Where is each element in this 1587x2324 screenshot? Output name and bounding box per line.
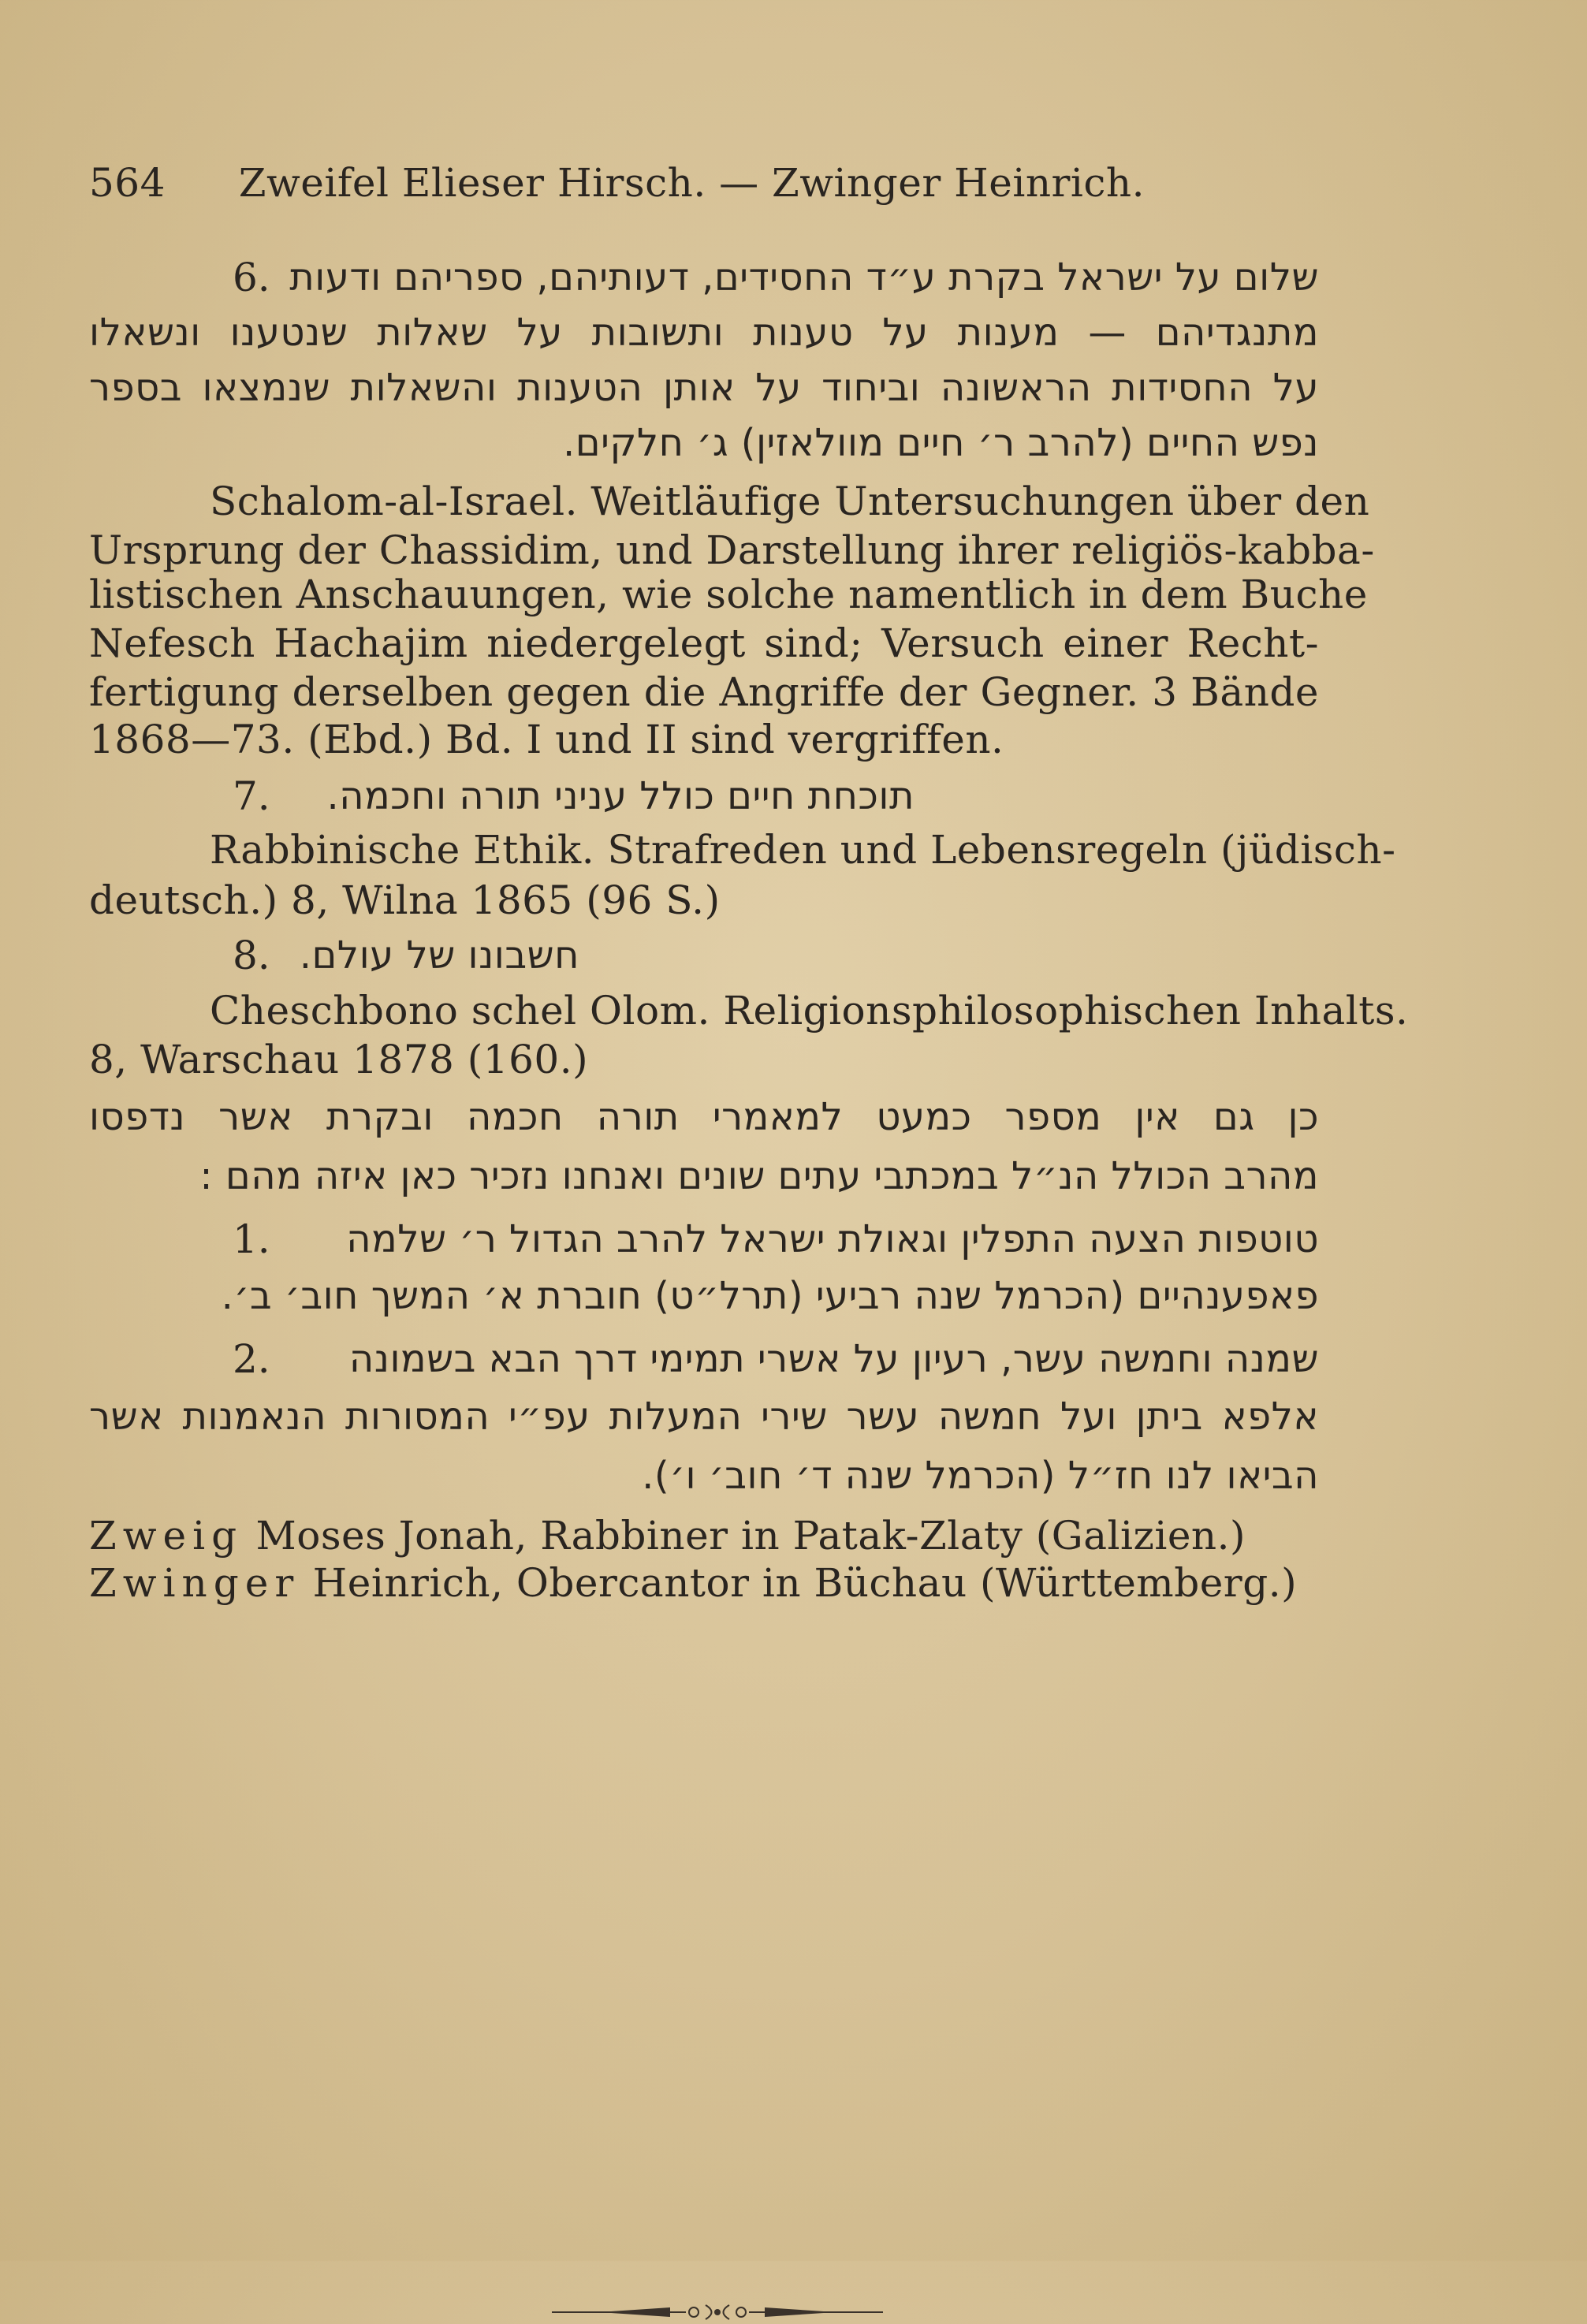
entry-8-german-line-1: Cheschbono schel Olom. Religionsphilosophischen Inhalts. [210, 988, 1409, 1034]
person-details: Heinrich, Obercantor in Büchau (Württemberg.) [300, 1560, 1298, 1606]
decorative-rule-ornament-icon [552, 2300, 883, 2324]
entry-6-german-line-2: Ursprung der Chassidim, und Darstellung ihrer religiös-kabba- [89, 527, 1375, 573]
entry-6-number: 6. [233, 255, 270, 300]
entry-6-hebrew-line-2: מתנגדיהם — מענות על טענות ותשובות על שאלות שנטענו ונשאלו [89, 311, 1319, 355]
page-header [89, 158, 1319, 208]
person-details: Moses Jonah, Rabbiner in Patak-Zlaty (Galizien.) [243, 1513, 1246, 1559]
entry-6-german-line-1: Schalom-al-Israel. Weitläufige Untersuchungen über den [210, 479, 1370, 524]
note-item-2-line-1: שמנה וחמשה עשר, רעיון על אשרי תמימי דרך הבא בשמונה [348, 1337, 1319, 1381]
note-item-1-number: 1. [233, 1216, 270, 1262]
entry-7-german-line-2: deutsch.) 8, Wilna 1865 (96 S.) [89, 877, 721, 923]
entry-6-hebrew-line-3: על החסידות הראשונה וביחוד על אותן הטענות והשאלות שנמצאו בספר [89, 366, 1319, 410]
entry-8-german-line-2: 8, Warschau 1878 (160.) [89, 1037, 589, 1082]
person-entry-zwinger [89, 1558, 1319, 1608]
person-entry-zweig [89, 1510, 1319, 1561]
entry-6-german-line-5: fertigung derselben gegen die Angriffe der Gegner. 3 Bände [89, 669, 1319, 715]
entry-6-german-line-6: 1868—73. (Ebd.) Bd. I und II sind vergriffen. [89, 717, 1004, 762]
note-item-2-number: 2. [233, 1336, 270, 1382]
entry-6-german-line-4: Nefesch Hachajim niedergelegt sind; Versuch einer Recht- [89, 620, 1319, 666]
entry-6-german-line-3: listischen Anschauungen, wie solche namentlich in dem Buche [89, 572, 1368, 617]
page-number: 564 [89, 160, 166, 206]
entry-8-number: 8. [233, 933, 270, 978]
note-item-1-line-2: פאפענהיים (הכרמל שנה רביעי (תרל״ט) חוברת א׳ המשך חוב׳ ב׳. [221, 1274, 1319, 1318]
note-item-2-line-2: אלפא ביתן ועל חמשה עשר שירי המעלות עפ״י המסורות הנאמנות אשר [89, 1395, 1319, 1439]
note-hebrew-line-2: מהרב הכולל הנ״ל במכתבי עתים שונים ואנחנו נזכיר כאן איזה מהם : [199, 1154, 1319, 1198]
entry-8-hebrew: חשבונו של עולם. [299, 933, 579, 978]
person-name: Zweig [89, 1513, 244, 1559]
note-item-2-line-3: הביאו לנו חז״ל (הכרמל שנה ד׳ חוב׳ ו׳). [642, 1454, 1319, 1498]
entry-7-hebrew: תוכחת חיים כולל עניני תורה וחכמה. [326, 774, 915, 818]
entry-7-number: 7. [233, 773, 270, 819]
person-name: Zwinger [89, 1560, 300, 1606]
entry-7-german-line-1: Rabbinische Ethik. Strafreden und Lebensregeln (jüdisch- [210, 827, 1396, 873]
running-title: Zweifel Elieser Hirsch. — Zwinger Heinrich. [238, 160, 1146, 206]
note-hebrew-line-1: כן גם אין מספר כמעט למאמרי תורה חכמה ובקרת אשר נדפסו [89, 1095, 1319, 1139]
entry-6-hebrew-line-1: שלום על ישראל בקרת ע״ד החסידים, דעותיהם, ספריהם ודעות [289, 255, 1319, 300]
entry-6-hebrew-line-4: נפש החיים (להרב ר׳ חיים מוולאזין) ג׳ חלקים. [562, 421, 1319, 465]
note-item-1-line-1: טוטפות הצעה התפלין וגאולת ישראל להרב הגדול ר׳ שלמה [346, 1217, 1319, 1261]
